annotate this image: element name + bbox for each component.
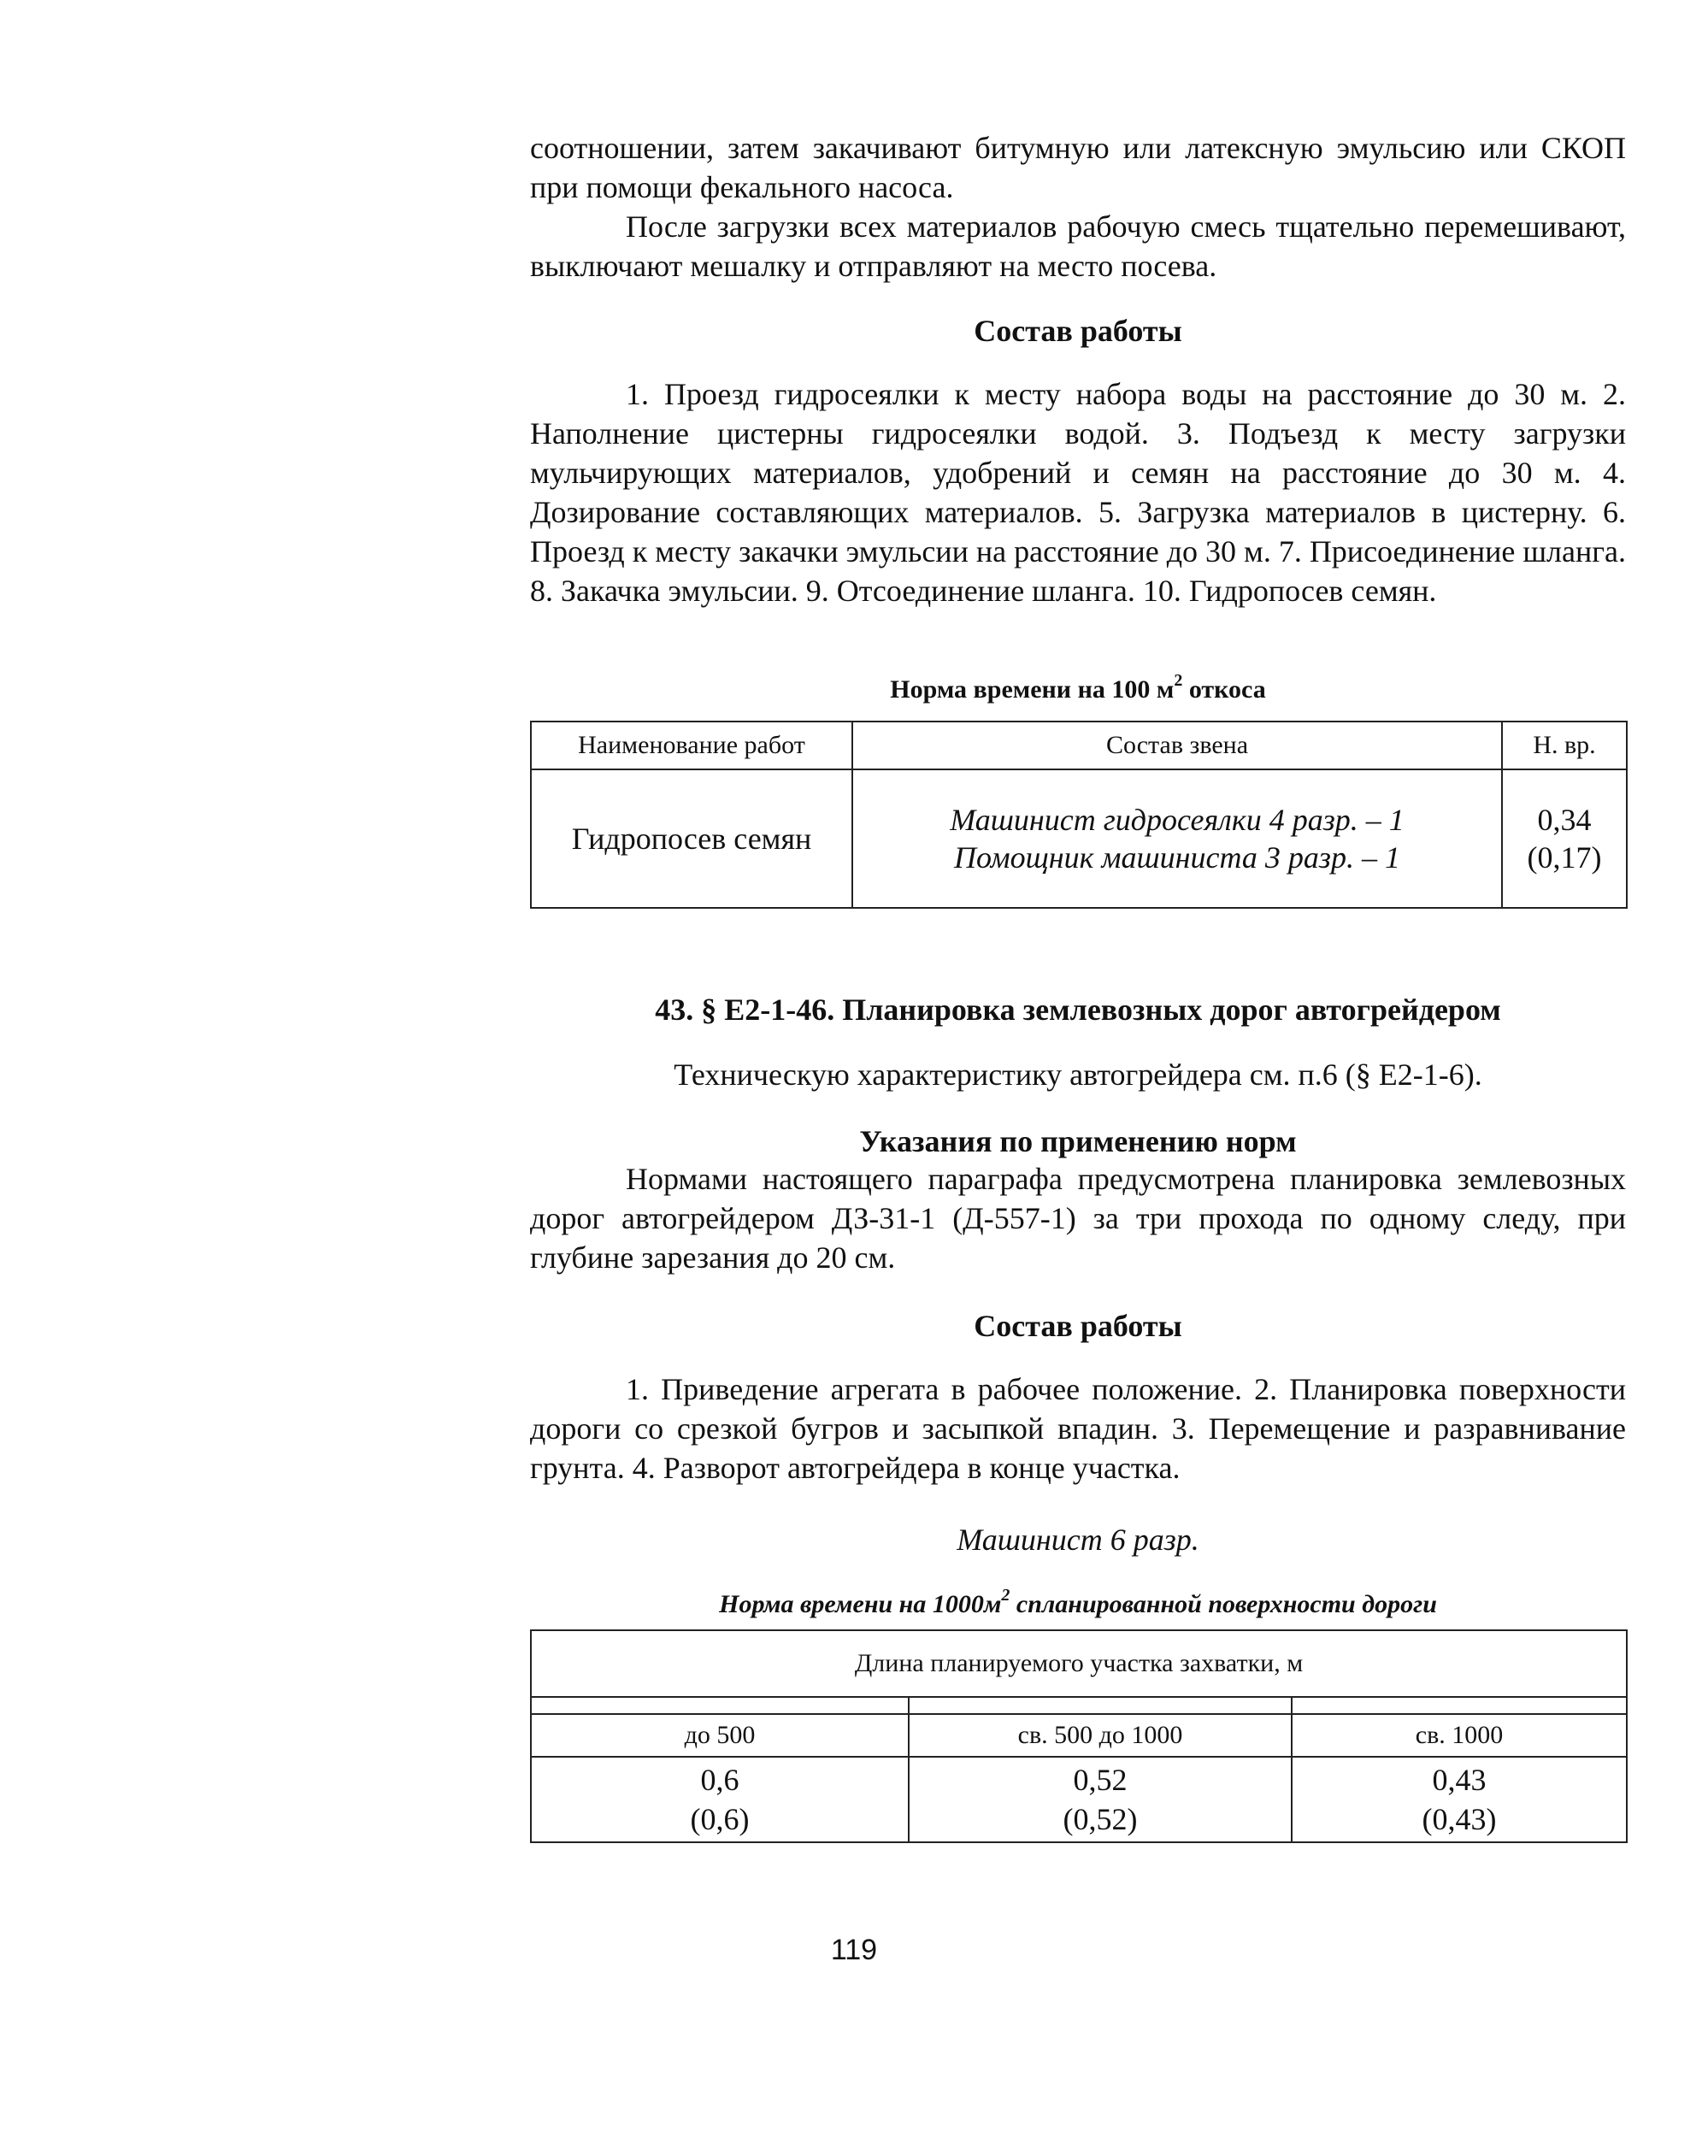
table-cell xyxy=(909,1757,1292,1842)
norm-value-paren: (0,52) xyxy=(1063,1802,1138,1836)
table1-caption: Норма времени на 100 $м^2$ откоса xyxy=(890,671,1266,704)
work-composition-text-2: 1. Приведение агрегата в рабочее положение. 2. Планировка поверхности дороги со срезкой бугров и засыпкой впадин. 3. Перемещение и разравнивание грунта. 4. Разворот автогрейдера в конце участка. xyxy=(530,1372,1626,1485)
section1-work-heading-block xyxy=(530,313,1626,349)
tech-note-block xyxy=(530,1057,1626,1093)
norms-heading: Указания по применению норм xyxy=(859,1124,1297,1158)
section-title: 43. § Е2-1-46. Планировка землевозных дорог автогрейдером xyxy=(655,993,1501,1027)
norm-value: 0,6 xyxy=(700,1763,739,1797)
table1-caption-block xyxy=(530,671,1626,704)
crew-line: Машинист гидросеялки 4 разр. – 1 xyxy=(950,803,1405,837)
table-header-cell: Наименование работ xyxy=(531,722,852,769)
norm-value-paren: (0,6) xyxy=(690,1802,750,1836)
section1-work-block xyxy=(530,374,1626,610)
work-name-cell: Гидропосев семян xyxy=(531,769,852,908)
norm-cell xyxy=(1502,769,1627,908)
norm-value-paren: (0,43) xyxy=(1422,1802,1497,1836)
work-composition-heading-2: Состав работы xyxy=(974,1309,1182,1343)
table-column-header: до 500 xyxy=(531,1714,909,1757)
table2-caption-block xyxy=(530,1586,1626,1619)
table1-block xyxy=(530,721,1626,909)
table-row xyxy=(531,769,1627,908)
table2-caption: Норма времени на $1000м^2$ спланированной поверхности дороги xyxy=(719,1586,1437,1618)
table-header-row xyxy=(531,1630,1627,1697)
table-cell xyxy=(1292,1757,1627,1842)
table-header-cell: Длина планируемого участка захватки, м xyxy=(531,1630,1627,1697)
intro-paragraph-1: соотношении, затем закачивают битумную или латексную эмульсию или СКОП при помощи фекального насоса. xyxy=(530,131,1626,204)
section2-title-block xyxy=(530,992,1626,1028)
table2-block xyxy=(530,1629,1626,1843)
crew-cell xyxy=(852,769,1502,908)
table-header-cell: Состав звена xyxy=(852,722,1502,769)
norm-value: 0,43 xyxy=(1432,1763,1487,1797)
norms-block xyxy=(530,1123,1626,1277)
intro-block xyxy=(530,128,1626,286)
table-spacer-row xyxy=(531,1697,1627,1714)
table-cell xyxy=(531,1757,909,1842)
norm-value: 0,34 xyxy=(1537,803,1592,837)
page-number: 119 xyxy=(830,1934,878,1966)
work-composition-heading-1: Состав работы xyxy=(974,314,1182,348)
section2-work-block xyxy=(530,1370,1626,1487)
table-column-header: св. 1000 xyxy=(1292,1714,1627,1757)
norm-value: 0,52 xyxy=(1073,1763,1128,1797)
crew-block xyxy=(530,1522,1626,1558)
table-header-row xyxy=(531,722,1627,769)
table-header-cell: Н. вр. xyxy=(1502,722,1627,769)
norms-text: Нормами настоящего параграфа предусмотрена планировка землевозных дорог автогрейдером ДЗ-31-1 (Д-557-1) за три прохода по одному следу, при глубине зарезания до 20 см. xyxy=(530,1162,1626,1275)
work-composition-text-1: 1. Проезд гидросеялки к месту набора воды на расстояние до 30 м. 2. Наполнение цистерны гидросеялки водой. 3. Подъезд к месту загрузки мульчирующих материалов, удобрений и семян на расстояние до 30 м. 4. Дозирование составляющих материалов. 5. Загрузка материалов в цистерну. 6. Проезд к месту закачки эмульсии на расстояние до 30 м. 7. Присоединение шланга. 8. Закачка эмульсии. 9. Отсоединение шланга. 10. Гидропосев семян. xyxy=(530,377,1627,608)
norm-value-paren: (0,17) xyxy=(1527,840,1602,875)
table-row xyxy=(531,1757,1627,1842)
tech-note: Техническую характеристику автогрейдера см. п.6 (§ Е2-1-6). xyxy=(674,1057,1482,1092)
time-norm-table-2 xyxy=(530,1629,1628,1843)
time-norm-table-1 xyxy=(530,721,1628,909)
intro-paragraph-2: После загрузки всех материалов рабочую смесь тщательно перемешивают, выключают мешалку и отправляют на место посева. xyxy=(530,209,1626,283)
section2-work-heading-block xyxy=(530,1308,1626,1344)
table-column-header: св. 500 до 1000 xyxy=(909,1714,1292,1757)
table-subheader-row xyxy=(531,1714,1627,1757)
crew-line: Помощник машиниста 3 разр. – 1 xyxy=(954,840,1400,875)
crew-line: Машинист 6 разр. xyxy=(957,1523,1199,1557)
